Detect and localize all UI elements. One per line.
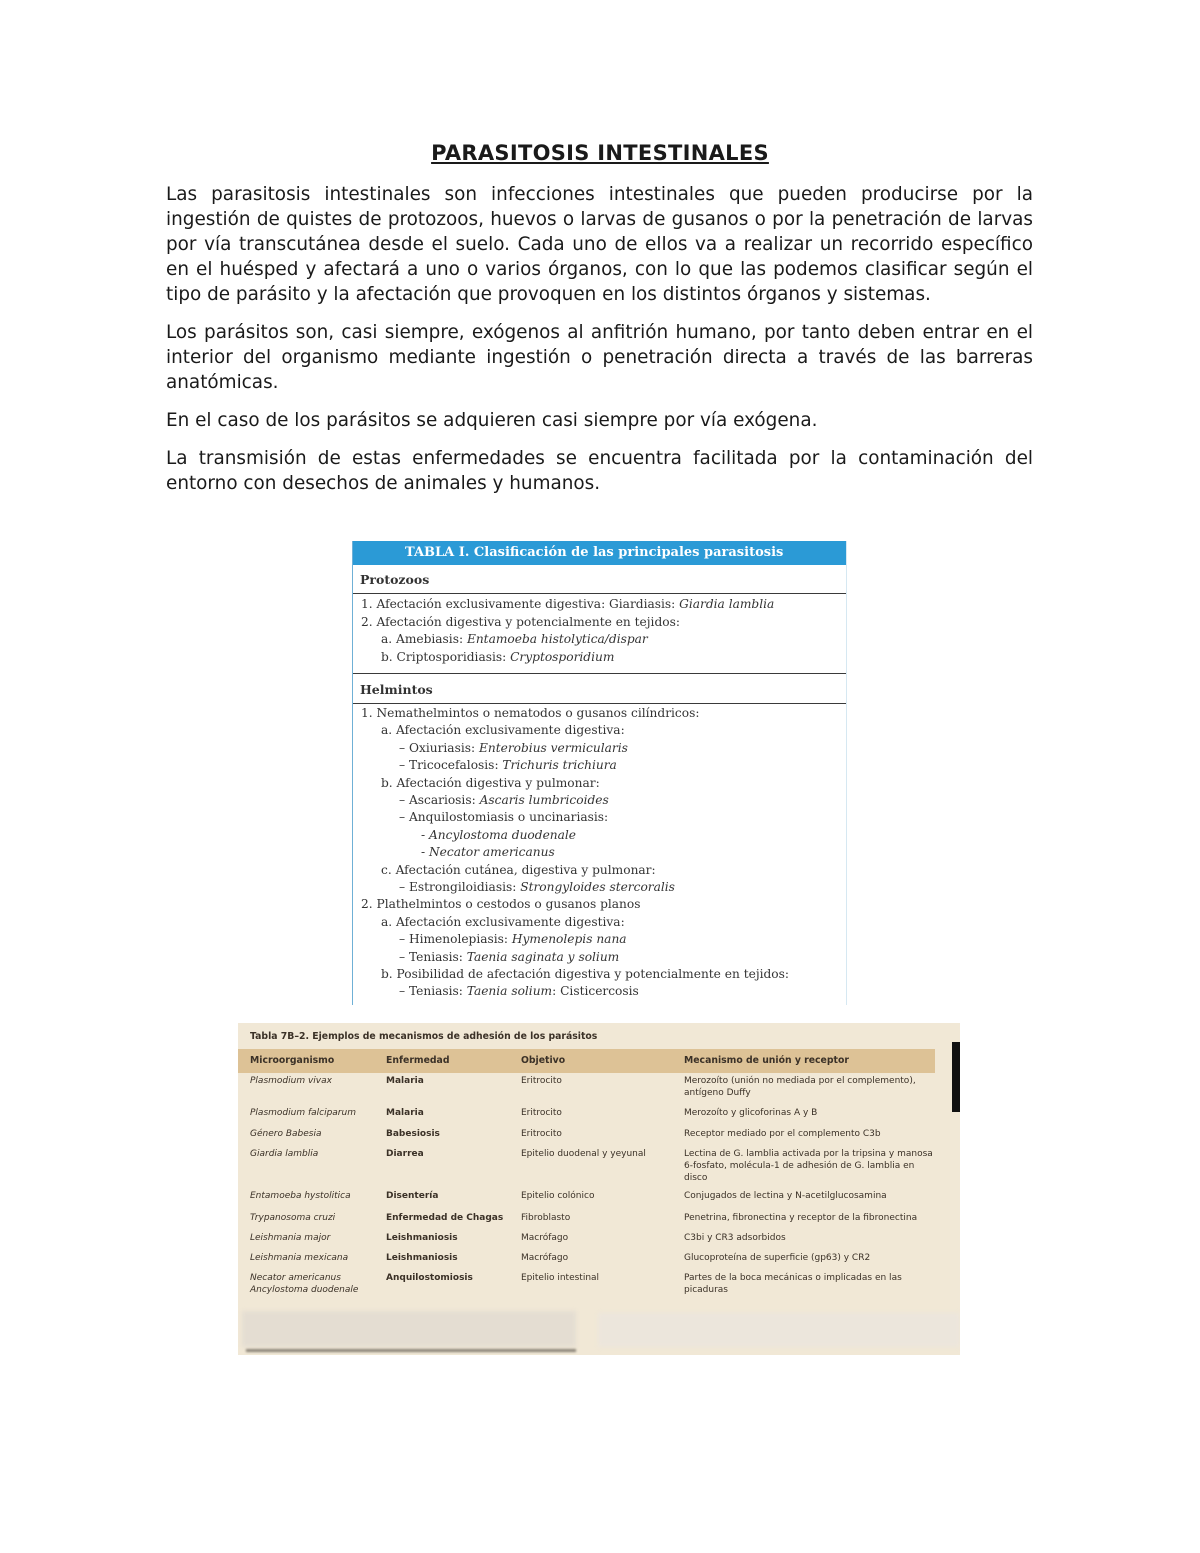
- table2-caption: [250, 1031, 597, 1042]
- table2-cell: C3bi y CR3 adsorbidos: [684, 1233, 786, 1243]
- paragraph: La transmisión de estas enfermedades se encuentra facilitada por la contaminación del entorno con desechos de animales y humanos.: [166, 448, 1033, 494]
- table1-entry-species: Cryptosporidium: [510, 649, 615, 664]
- table1-entry-text: 2. Plathelmintos o cestodos o gusanos planos: [361, 897, 641, 912]
- table2-cell: Macrófago: [521, 1253, 569, 1263]
- page-title: PARASITOSIS INTESTINALES: [431, 141, 769, 165]
- adhesion-table-image: [238, 1023, 960, 1355]
- table1-entry-text: 1. Nemathelmintos o nematodos o gusanos cilíndricos:: [361, 706, 700, 720]
- table1-entry: [361, 615, 680, 629]
- table2-cell: Macrófago: [521, 1233, 569, 1243]
- table1-entry: [399, 758, 617, 772]
- dark-edge-bar: [952, 1042, 960, 1112]
- table1-entry-text: – Ascariosis:: [399, 793, 480, 807]
- table1-entry: [381, 776, 600, 790]
- table2-cell: Merozoíto (unión no mediada por el complemento), antígeno Duffy: [684, 1076, 916, 1098]
- table1-entry-text: a. Afectación exclusivamente digestiva:: [381, 723, 625, 738]
- table2-cell: Malaria: [386, 1108, 424, 1118]
- table2-cell: Conjugados de lectina y N-acetilglucosamina: [684, 1191, 887, 1201]
- table2-cell: Malaria: [386, 1076, 424, 1086]
- table1-entry: [361, 597, 774, 611]
- table1-entry-text: – Oxiuriasis:: [399, 740, 479, 755]
- classification-table-image: [352, 541, 847, 1005]
- table2-cell: Lectina de G. lamblia activada por la tripsina y manosa 6-fosfato, molécula-1 de adhesión de G. lamblia en disco: [684, 1149, 933, 1183]
- blurred-text-line: [246, 1349, 576, 1352]
- table1-divider: [353, 703, 846, 704]
- table1-entry-species: Necator americanus: [429, 845, 555, 860]
- table1-section-helmintos: Helmintos: [360, 682, 433, 697]
- table1-entry-suffix: : Cisticercosis: [552, 984, 639, 999]
- table2-cell: Leishmania major: [250, 1233, 331, 1243]
- table1-entry-text: – Tricocefalosis:: [399, 758, 503, 773]
- table1-entry-text: – Estrongiloidiasis:: [399, 880, 521, 894]
- table1-entry-text: – Anquilostomiasis o uncinariasis:: [399, 810, 609, 825]
- table2-cell: Leishmania mexicana: [250, 1253, 349, 1263]
- table1-entry-species: Strongyloides stercoralis: [520, 880, 675, 894]
- table1-entry-species: Enterobius vermicularis: [478, 740, 628, 755]
- table2-cell: Fibroblasto: [521, 1213, 571, 1223]
- table2-caption-text: Ejemplos de mecanismos de adhesión de los parásitos: [308, 1031, 598, 1042]
- table1-entry-text: -: [421, 845, 429, 860]
- table1-entry: [381, 650, 614, 664]
- table1-entry-text: c. Afectación cutánea, digestiva y pulmonar:: [381, 862, 656, 877]
- table2-cell: Leishmaniosis: [386, 1253, 458, 1263]
- table2-cell: Disentería: [386, 1191, 439, 1201]
- table2-header-row: [238, 1049, 935, 1073]
- blurred-region: [242, 1311, 576, 1347]
- table2-cell: Eritrocito: [521, 1129, 562, 1139]
- table1-entry: [399, 950, 619, 964]
- table1-entry: [399, 932, 627, 946]
- table2-cell: Babesiosis: [386, 1129, 440, 1139]
- table1-entry-text: b. Criptosporidiasis:: [381, 649, 511, 664]
- table2-cell: Eritrocito: [521, 1076, 562, 1086]
- table1-entry: [381, 915, 625, 929]
- table1-entry-text: – Teniasis:: [399, 984, 467, 999]
- table1-entry: [381, 863, 656, 877]
- table1-entry-text: a. Afectación exclusivamente digestiva:: [381, 914, 625, 929]
- table1-entry: [399, 880, 675, 894]
- table2-cell: Entamoeba hystolitica: [250, 1191, 351, 1201]
- table1-section-protozoos: Protozoos: [360, 572, 430, 587]
- table1-divider: [353, 593, 846, 594]
- table1-entry: [421, 845, 555, 859]
- table2-cell: Giardia lamblia: [250, 1149, 319, 1159]
- table1-entry-species: Giardia lamblia: [679, 597, 775, 611]
- table2-caption-label: Tabla 7B–2.: [250, 1031, 309, 1042]
- table2-cell: Enfermedad de Chagas: [386, 1213, 504, 1223]
- table2-cell: Género Babesia: [250, 1129, 322, 1139]
- table1-entry-species: Taenia saginata y solium: [466, 949, 620, 964]
- table1-entry-species: Ascaris lumbricoides: [479, 793, 609, 807]
- table1-header: TABLA I. Clasificación de las principales parasitosis intestinales.: [353, 541, 846, 565]
- table1-entry: [381, 632, 648, 646]
- table1-entry-species: Hymenolepis nana: [511, 932, 627, 947]
- table1-entry-species: Taenia solium: [466, 984, 553, 999]
- table1-entry-text: b. Posibilidad de afectación digestiva y potencialmente en tejidos:: [381, 967, 789, 981]
- paragraph: Las parasitosis intestinales son infecciones intestinales que pueden producirse por la ingestión de quistes de protozoos, huevos o larvas de gusanos o por la penetración de larvas por vía transcutánea desde el suelo. Cada uno de ellos va a realizar un recorrido específico en el huésped y afectará a uno o varios órganos, con lo que las podemos clasificar según el tipo de parásito y la afectación que provoquen en los distintos órganos y sistemas.: [166, 184, 1033, 305]
- table1-entry-species: Entamoeba histolytica/dispar: [466, 632, 648, 646]
- table2-col-header: Enfermedad: [386, 1055, 450, 1066]
- table1-entry-species: Trichuris trichiura: [502, 758, 617, 773]
- table2-cell: Anquilostomiosis: [386, 1273, 473, 1283]
- table1-entry: [399, 741, 628, 755]
- table1-entry: [399, 984, 639, 998]
- table2-col-header: Mecanismo de unión y receptor: [684, 1055, 849, 1066]
- table1-entry-text: b. Afectación digestiva y pulmonar:: [381, 775, 600, 790]
- table1-entry-text: – Himenolepiasis:: [399, 932, 512, 947]
- table2-cell: Glucoproteína de superficie (gp63) y CR2: [684, 1253, 871, 1263]
- table1-entry: [361, 706, 699, 720]
- table2-cell: Partes de la boca mecánicas o implicadas en las picaduras: [684, 1273, 902, 1295]
- table1-entry-text: 1. Afectación exclusivamente digestiva: Giardiasis:: [361, 597, 680, 611]
- table1-entry: [361, 897, 641, 911]
- table2-cell: Plasmodium vivax: [250, 1076, 332, 1086]
- table2-cell: Eritrocito: [521, 1108, 562, 1118]
- table2-cell: Penetrina, fibronectina y receptor de la fibronectina: [684, 1213, 918, 1223]
- table2-cell: Epitelio duodenal y yeyunal: [521, 1149, 646, 1159]
- table1-entry: [399, 810, 608, 824]
- table2-cell: Plasmodium falciparum: [250, 1108, 356, 1118]
- blurred-region: [598, 1313, 960, 1347]
- table1-entry-text: -: [421, 827, 429, 842]
- table1-entry: [421, 828, 576, 842]
- table1-entry: [381, 723, 625, 737]
- table2-cell: Receptor mediado por el complemento C3b: [684, 1129, 881, 1139]
- table1-entry-species: Ancylostoma duodenale: [429, 827, 577, 842]
- table2-cell: Trypanosoma cruzi: [250, 1213, 336, 1223]
- table2-cell: Merozoíto y glicoforinas A y B: [684, 1108, 818, 1118]
- table1-entry-text: a. Amebiasis:: [381, 632, 467, 646]
- table2-cell: Epitelio intestinal: [521, 1273, 600, 1283]
- table1-entry: [399, 793, 609, 807]
- table2-col-header: Microorganismo: [250, 1055, 335, 1066]
- paragraph: En el caso de los parásitos se adquieren casi siempre por vía exógena.: [166, 410, 818, 431]
- table1-entry-text: – Teniasis:: [399, 949, 467, 964]
- paragraph: Los parásitos son, casi siempre, exógenos al anfitrión humano, por tanto deben entrar en el interior del organismo mediante ingestión o penetración directa a través de las barreras anatómicas.: [166, 322, 1033, 393]
- table2-col-header: Objetivo: [521, 1055, 566, 1066]
- table2-cell: Necator americanus Ancylostoma duodenale: [250, 1273, 359, 1295]
- table2-cell: Leishmaniosis: [386, 1233, 458, 1243]
- table1-entry-text: 2. Afectación digestiva y potencialmente en tejidos:: [361, 614, 680, 629]
- body-text: [166, 182, 1033, 509]
- table2-cell: Epitelio colónico: [521, 1191, 595, 1201]
- table1-divider: [353, 673, 846, 674]
- table2-cell: Diarrea: [386, 1149, 424, 1159]
- table1-entry: [381, 967, 789, 981]
